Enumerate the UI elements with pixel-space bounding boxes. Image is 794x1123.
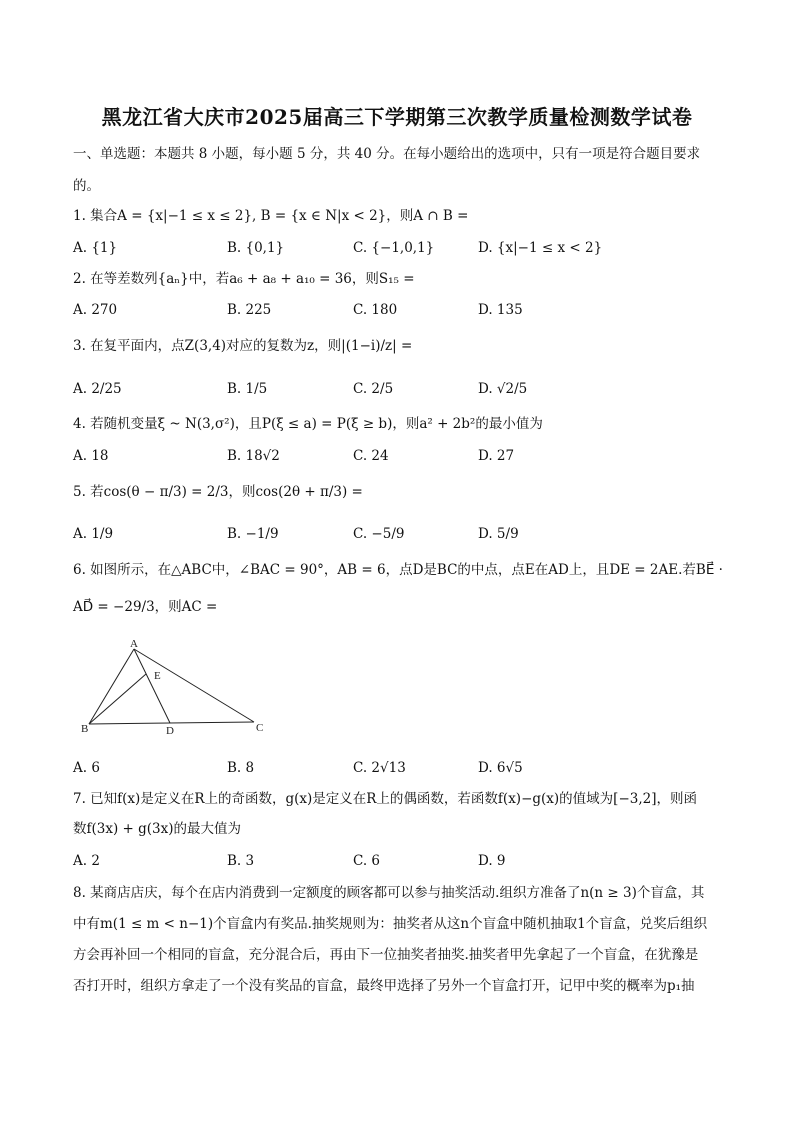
question-2-option-c: C. 180 [353, 302, 398, 318]
question-8-stem-line2: 中有m(1 ≤ m < n−1)个盲盒内有奖品.抽奖规则为：抽奖者从这n个盲盒中随机抽取1个盲盒，兑奖后组织 [73, 916, 708, 932]
section-instructions-line2: 的。 [73, 178, 100, 194]
question-8-stem-line1: 8. 某商店店庆，每个在店内消费到一定额度的顾客都可以参与抽奖活动.组织方准备了n(n ≥ 3)个盲盒，其 [73, 885, 705, 901]
side-bc [89, 722, 254, 724]
question-3-option-c: C. 2/5 [353, 381, 394, 397]
question-1-option-b: B. {0,1} [227, 240, 285, 256]
question-6-option-b: B. 8 [227, 760, 255, 776]
question-4-stem: 4. 若随机变量ξ ~ N(3,σ²)，且P(ξ ≤ a) = P(ξ ≥ b)，则a² + 2b²的最小值为 [73, 416, 543, 432]
question-4-option-b: B. 18√2 [227, 448, 280, 464]
side-ab [89, 649, 134, 724]
label-d: D [166, 725, 174, 737]
question-3-option-b: B. 1/5 [227, 381, 268, 397]
question-8-stem-line3: 方会再补回一个相同的盲盒，充分混合后，再由下一位抽奖者抽奖.抽奖者甲先拿起了一个盲盒，在犹豫是 [73, 947, 699, 963]
question-7-option-a: A. 2 [73, 853, 100, 869]
question-7-stem-line2: 数f(3x) + g(3x)的最大值为 [73, 821, 242, 837]
question-6-option-d: D. 6√5 [478, 760, 523, 776]
triangle-diagram [72, 636, 272, 740]
triangle-figure [72, 636, 272, 744]
question-5-stem: 5. 若cos(θ − π/3) = 2/3，则cos(2θ + π/3) = [73, 484, 363, 500]
question-5-option-b: B. −1/9 [227, 526, 279, 542]
question-4-option-d: D. 27 [478, 448, 515, 464]
question-3-option-a: A. 2/25 [73, 381, 122, 397]
question-5-option-d: D. 5/9 [478, 526, 519, 542]
question-2-option-a: A. 270 [73, 302, 118, 318]
question-8-stem-line4: 否打开时，组织方拿走了一个没有奖品的盲盒，最终甲选择了另外一个盲盒打开，记甲中奖的概率为p₁抽 [73, 978, 695, 994]
question-5-option-c: C. −5/9 [353, 526, 405, 542]
label-a: A [130, 638, 138, 650]
question-3-option-d: D. √2/5 [478, 381, 528, 397]
segment-be [89, 674, 146, 724]
question-7-option-d: D. 9 [478, 853, 506, 869]
question-4-option-c: C. 24 [353, 448, 389, 464]
section-instructions-line1: 一、单选题：本题共 8 小题，每小题 5 分，共 40 分。在每小题给出的选项中，只有一项是符合题目要求 [73, 146, 701, 162]
question-1-option-c: C. {−1,0,1} [353, 240, 435, 256]
question-6-option-a: A. 6 [73, 760, 100, 776]
question-2-stem: 2. 在等差数列{aₙ}中，若a₆ + a₈ + a₁₀ = 36，则S₁₅ = [73, 271, 415, 287]
question-4-option-a: A. 18 [73, 448, 109, 464]
question-7-option-c: C. 6 [353, 853, 381, 869]
question-3-stem: 3. 在复平面内，点Z(3,4)对应的复数为z，则|(1−i)/z| = [73, 338, 413, 354]
label-b: B [81, 723, 89, 735]
page-title: 黑龙江省大庆市2025届高三下学期第三次教学质量检测数学试卷 [101, 105, 693, 129]
question-6-option-c: C. 2√13 [353, 760, 406, 776]
question-2-option-b: B. 225 [227, 302, 272, 318]
question-7-option-b: B. 3 [227, 853, 255, 869]
question-7-stem-line1: 7. 已知f(x)是定义在R上的奇函数，g(x)是定义在R上的偶函数，若函数f(x)−g(x)的值域为[−3,2]，则函 [73, 791, 697, 807]
question-1-stem: 1. 集合A = {x|−1 ≤ x ≤ 2}, B = {x ∈ N|x < 2}，则A ∩ B = [73, 208, 469, 224]
question-6-stem-line2: AD⃗ = −29/3，则AC = [73, 599, 218, 615]
question-1-option-d: D. {x|−1 ≤ x < 2} [478, 240, 603, 256]
question-2-option-d: D. 135 [478, 302, 523, 318]
label-e: E [154, 670, 161, 682]
label-c: C [256, 722, 264, 734]
question-1-option-a: A. {1} [73, 240, 118, 256]
question-5-option-a: A. 1/9 [73, 526, 114, 542]
question-6-stem-line1: 6. 如图所示，在△ABC中，∠BAC = 90°，AB = 6，点D是BC的中点，点E在AD上，且DE = 2AE.若BE⃗ · [73, 562, 723, 578]
